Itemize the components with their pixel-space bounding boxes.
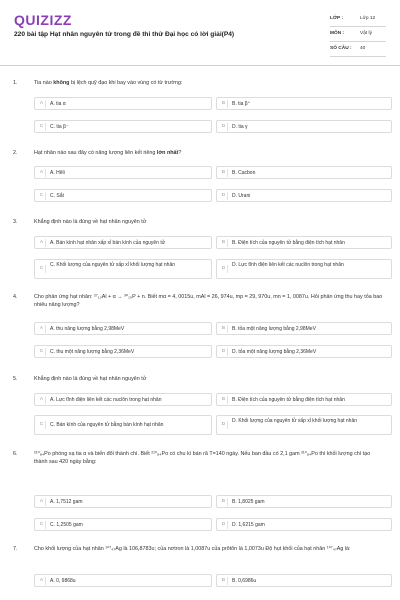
option-b[interactable]: B B. tỏa một năng lượng bằng 2,98MeV [216,322,392,335]
option-d[interactable]: D D. Lực tĩnh điện liên kết các nuclôn trong hạt nhân [216,259,392,279]
option-a[interactable]: A A. Bán kính hạt nhân xấp xỉ bán kính của nguyên tử [34,236,212,249]
meta-subject-label: MÔN : [330,31,345,36]
option-b[interactable]: B B. tia β⁺ [216,97,392,110]
option-b[interactable]: B B. Điện tích của nguyên tử bằng điện tích hạt nhân [216,236,392,249]
option-a[interactable]: A A. Lực tĩnh điện liên kết các nuclôn trong hạt nhân [34,393,212,406]
question-number: 6. [13,451,18,457]
meta-subject [330,31,372,36]
option-c[interactable]: C C. thu một năng lượng bằng 2,36MeV [34,345,212,358]
divider [330,26,386,27]
divider [330,56,386,57]
meta-subject-value: Vật lý [360,31,372,36]
question-number: 1. [13,80,18,86]
question-text: Hạt nhân nào sau đây có năng lượng liên kết riêng lớn nhất? [34,150,182,156]
option-b[interactable]: B B. Điện tích của nguyên tử bằng điện tích hạt nhân [216,393,392,406]
question-number: 5. [13,376,18,382]
option-c[interactable]: C C. Bán kính của nguyên tử bằng bán kính hạt nhân [34,415,212,435]
page-header [0,0,400,66]
question-text: Tia nào không bị lệch quỹ đạo khi bay vào vùng có từ trường: [34,80,183,86]
option-d[interactable]: D D. tỏa một năng lượng bằng 2,36MeV [216,345,392,358]
question-number: 3. [13,219,18,225]
option-a[interactable]: A A. Hêli [34,166,212,179]
quizizz-logo: QUIZIZZ [14,12,72,28]
option-b[interactable]: B B. Cacbon [216,166,392,179]
divider [330,41,386,42]
option-a[interactable]: A A. tia α [34,97,212,110]
option-c[interactable]: C C. Sắt [34,189,212,202]
option-d[interactable]: D D. Urani [216,189,392,202]
option-a[interactable]: A A. 0, 9868u [34,574,212,587]
meta-class-label: LỚP : [330,16,344,21]
question-text: Khẳng định nào là đúng về hạt nhân nguyên tử [34,376,147,382]
option-b[interactable]: B B. 1,8025 gam [216,495,392,508]
option-c[interactable]: C C. tia β⁻ [34,120,212,133]
question-text: Khẳng định nào là đúng về hạt nhân nguyên tử [34,219,147,225]
option-b[interactable]: B B. 0,6986u [216,574,392,587]
question-text: ²¹⁰₈₄Po phóng xạ tia α và biến đổi thành chì. Biết ²¹⁰₈₄Po có chu kì bán rã T=140 ngày. Nếu ban đầu có 2,1 gam ²¹⁰₈₄Po thì khối lượng chì tạo thành sau 420 ngày bằng: [34,451,371,465]
page-title: 220 bài tập Hạt nhân nguyên tử trong đề thi thử Đại học có lời giải(P4) [14,31,235,38]
option-c[interactable]: C C. 1,2505 gam [34,518,212,531]
option-d[interactable]: D D. 1,6215 gam [216,518,392,531]
question-number: 7. [13,546,18,552]
option-a[interactable]: A A. 1,7512 gam [34,495,212,508]
meta-count-value: 40 [360,46,366,51]
meta-class [330,16,375,21]
question-number: 4. [13,294,18,300]
option-d[interactable]: D D. tia γ [216,120,392,133]
question-text: Cho khối lượng của hạt nhân ¹⁰⁷₄₇Ag là 106,8783u; của nơtron là 1,0087u của prôtôn là 1,0073u Độ hụt khối của hạt nhân ¹⁰⁷₄₇Ag là: [34,546,351,552]
question-text: Cho phản ứng hạt nhân: ²⁷₁₃Al + α → ³⁰₁₅P + n. Biết mα = 4, 0015u, mAl = 26, 974u, mp = 29, 970u, mn = 1, 0087u. Hỏi phản ứng thu hay tỏa bao nhiêu năng lượng? [34,294,383,308]
option-a[interactable]: A A. thu năng lượng bằng 2,98MeV [34,322,212,335]
question-number: 2. [13,150,18,156]
meta-count-label: SỐ CÂU : [330,46,352,51]
meta-class-value: Lớp 12 [360,16,376,21]
option-c[interactable]: C C. Khối lượng của nguyên tử xấp xỉ khối lượng hạt nhân [34,259,212,279]
option-d[interactable]: D D. Khối lượng của nguyên tử xấp xỉ khối lượng hạt nhân [216,415,392,435]
meta-count [330,46,365,51]
